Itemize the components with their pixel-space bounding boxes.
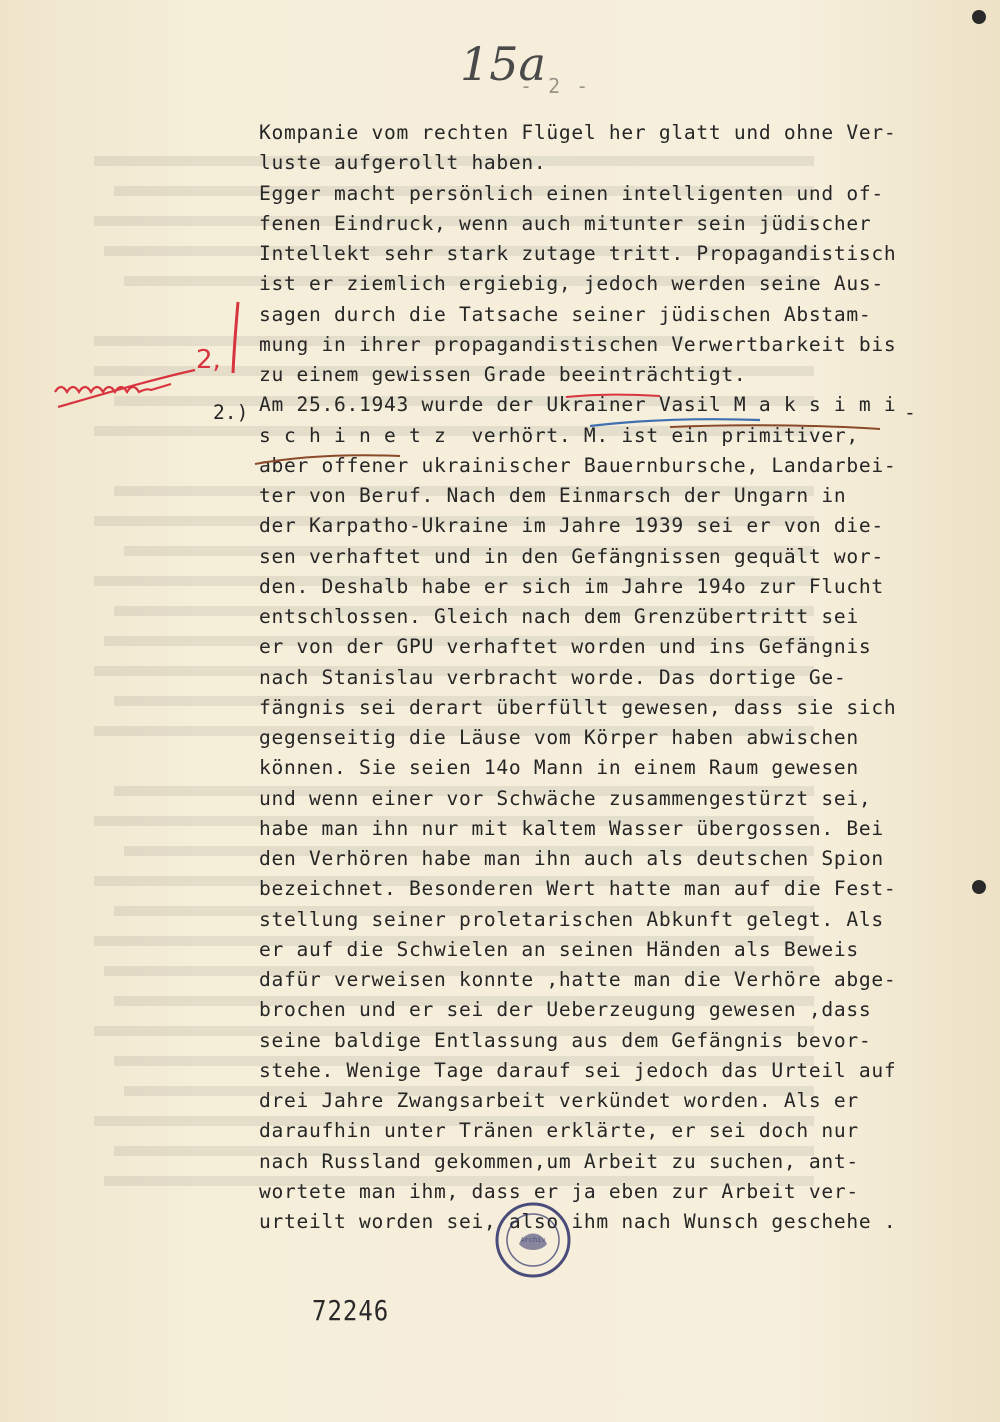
stamp-text: Archiv: [520, 1236, 546, 1244]
text-line: drei Jahre Zwangsarbeit verkündet worden. Als er: [259, 1089, 859, 1112]
text-line: dafür verweisen konnte ,hatte man die Verhöre abge-: [259, 968, 897, 991]
text-line: er von der GPU verhaftet worden und ins Gefängnis: [259, 635, 872, 659]
folio-number: 15a: [460, 37, 546, 91]
brown-underline-maksimi: [670, 425, 880, 429]
text-line: stehe. Wenige Tage darauf sei jedoch das Urteil auf: [259, 1058, 897, 1082]
archive-stamp: [493, 1200, 573, 1280]
text-line: bezeichnet. Besonderen Wert hatte man auf die Fest-: [259, 877, 897, 901]
text-line: den Verhören habe man ihn auch als deutschen Spion: [259, 847, 884, 870]
text-line: er auf die Schwielen an seinen Händen als Beweis: [259, 937, 859, 961]
text-line: mung in ihrer propagandistischen Verwertbarkeit bis: [259, 332, 897, 356]
text-line: Egger macht persönlich einen intelligenten und of-: [259, 181, 884, 205]
text-line: s c h i n e t z verhört. M. ist ein primitiver,: [259, 423, 859, 447]
text-line: aber offener ukrainischer Bauernbursche, Landarbei-: [259, 453, 897, 477]
text-line: habe man ihn nur mit kaltem Wasser übergossen. Bei: [259, 816, 884, 840]
text-line: Am 25.6.1943 wurde der Ukrainer Vasil M a k s i m i: [259, 393, 897, 417]
red-underline-ukrainer: [566, 395, 660, 397]
paragraph-number: 2.): [213, 401, 249, 424]
text-line: entschlossen. Gleich nach dem Grenzübertritt sei: [259, 605, 859, 628]
brown-underline-schinetz: [255, 455, 400, 464]
text-line: und wenn einer vor Schwäche zusammengestürzt sei,: [259, 786, 872, 810]
text-line: brochen und er sei der Ueberzeugung gewesen ,dass: [259, 998, 872, 1022]
text-line: Kompanie vom rechten Flügel her glatt und ohne Ver-: [259, 121, 897, 144]
red-margin-scribble: [55, 370, 195, 407]
red-margin-bar: [233, 302, 238, 373]
text-line: ter von Beruf. Nach dem Einmarsch der Ungarn in: [259, 484, 847, 507]
line-continuation-hyphen: -: [904, 401, 916, 424]
text-line: können. Sie seien 14o Mann in einem Raum gewesen: [259, 756, 859, 780]
text-line: nach Russland gekommen,um Arbeit zu suchen, ant-: [259, 1149, 859, 1173]
red-margin-number: 2,: [196, 345, 221, 375]
text-line: Intellekt sehr stark zutage tritt. Propagandistisch: [259, 242, 897, 265]
text-line: der Karpatho-Ukraine im Jahre 1939 sei er von die-: [259, 514, 884, 538]
text-line: zu einem gewissen Grade beeinträchtigt.: [259, 363, 747, 386]
text-line: fenen Eindruck, wenn auch mitunter sein jüdischer: [259, 211, 872, 235]
text-line: nach Stanislau verbracht worde. Das dortige Ge-: [259, 665, 847, 689]
archive-number: 72246: [312, 1294, 390, 1328]
text-line: stellung seiner proletarischen Abkunft gelegt. Als: [259, 907, 884, 931]
text-line: gegenseitig die Läuse vom Körper haben abwischen: [259, 726, 859, 749]
text-line: seine baldige Entlassung aus dem Gefängnis bevor-: [259, 1028, 872, 1052]
text-line: daraufhin unter Tränen erklärte, er sei doch nur: [259, 1119, 859, 1143]
text-line: sagen durch die Tatsache seiner jüdischen Abstam-: [259, 302, 872, 326]
text-line: sen verhaftet und in den Gefängnissen gequält wor-: [259, 544, 884, 568]
text-line: urteilt worden sei, also ihm nach Wunsch geschehe .: [259, 1210, 897, 1233]
page-number: - 2 -: [520, 74, 591, 98]
text-line: den. Deshalb habe er sich im Jahre 194o zur Flucht: [259, 574, 884, 598]
text-line: ist er ziemlich ergiebig, jedoch werden seine Aus-: [259, 272, 884, 296]
text-line: wortete man ihm, dass er ja eben zur Arbeit ver-: [259, 1179, 859, 1203]
text-line: fängnis sei derart überfüllt gewesen, dass sie sich: [259, 695, 897, 719]
text-line: luste aufgerollt haben.: [259, 151, 547, 175]
